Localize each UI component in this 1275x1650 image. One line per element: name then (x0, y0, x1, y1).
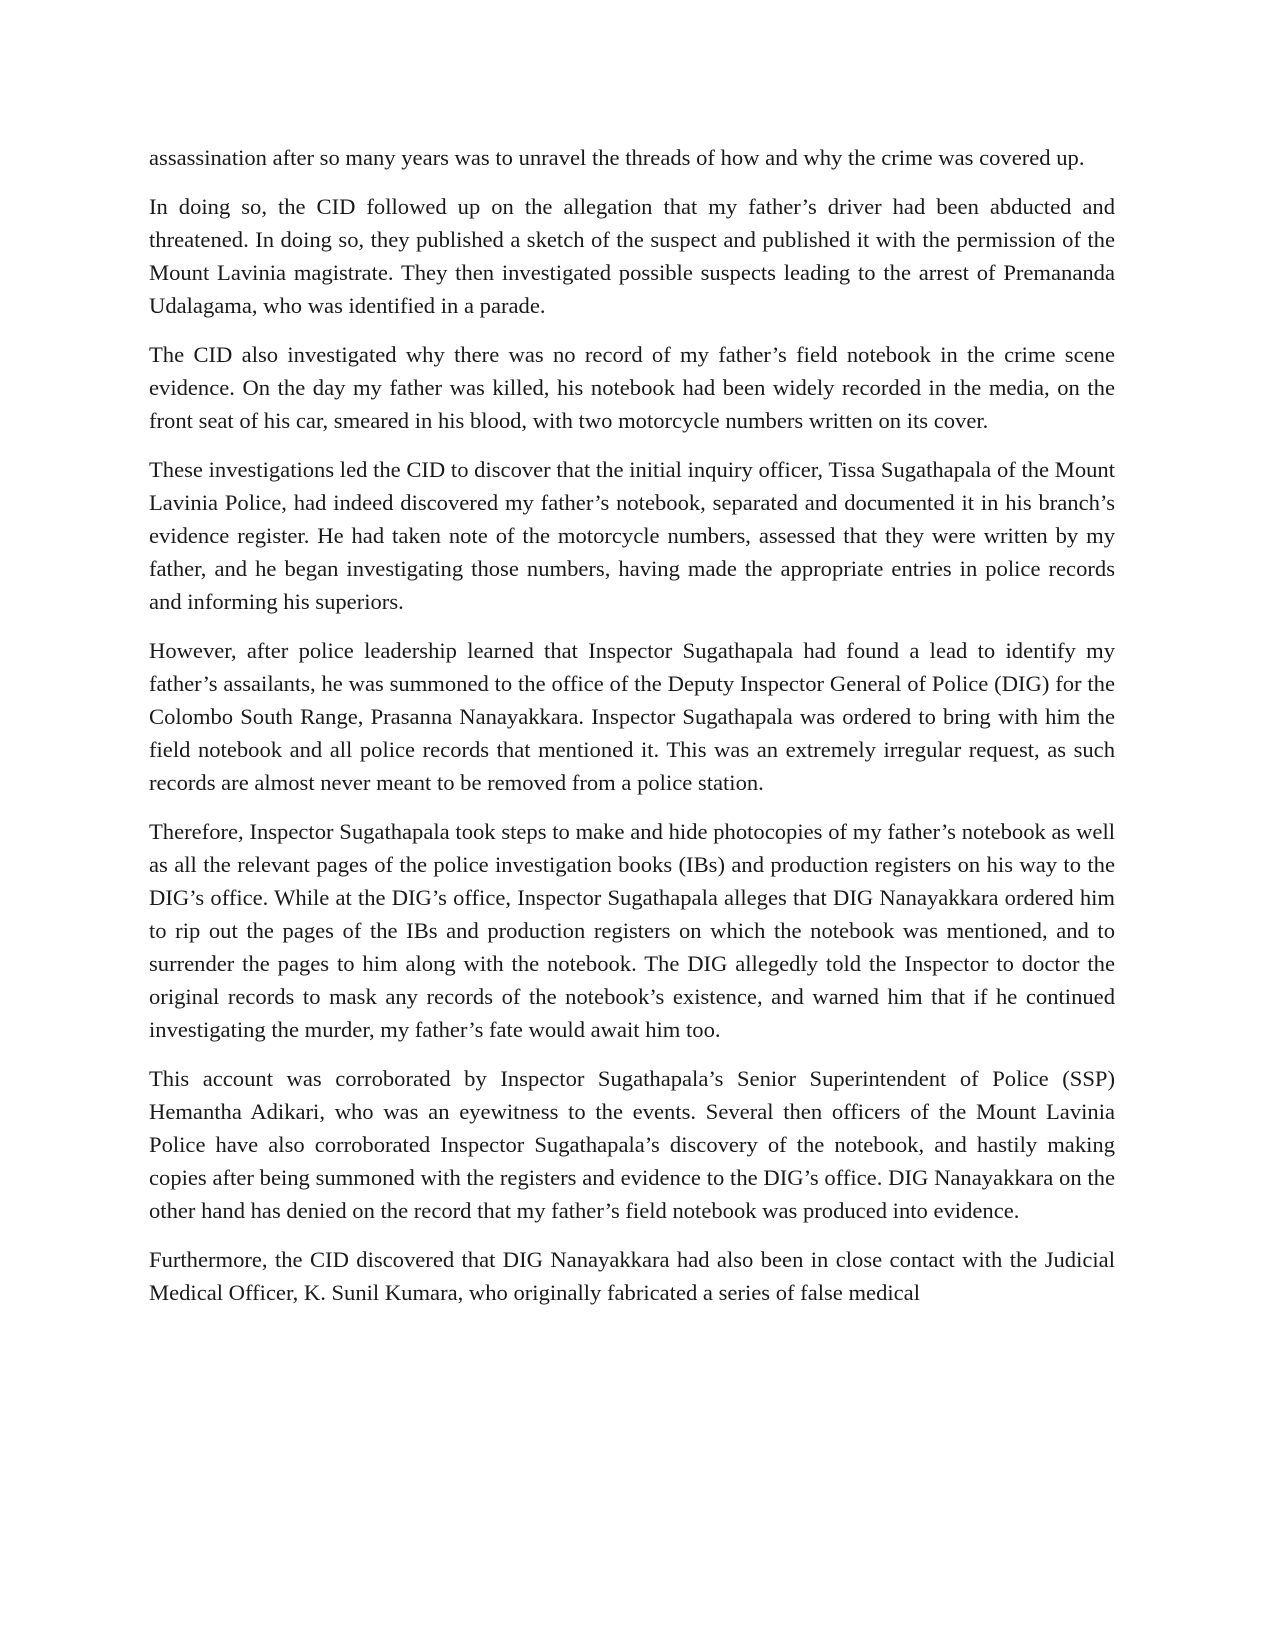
paragraph-3: The CID also investigated why there was no record of my father’s field notebook in the crime scene evidence. On the day my father was killed, his notebook had been widely recorded in the media, on the front seat of his car, smeared in his blood, with two motorcycle numbers written on its cover. (149, 342, 1115, 433)
paragraph-1: assassination after so many years was to unravel the threads of how and why the crime was covered up. (149, 145, 1085, 170)
paragraph-2: In doing so, the CID followed up on the allegation that my father’s driver had been abducted and threatened. In doing so, they published a sketch of the suspect and published it with the permission of the Mount Lavinia magistrate. They then investigated possible suspects leading to the arrest of Premananda Udalagama, who was identified in a parade. (149, 194, 1115, 318)
document-page (149, 141, 1115, 1325)
paragraph-5: However, after police leadership learned that Inspector Sugathapala had found a lead to identify my father’s assailants, he was summoned to the office of the Deputy Inspector General of Police (DIG) for the Colombo South Range, Prasanna Nanayakkara. Inspector Sugathapala was ordered to bring with him the field notebook and all police records that mentioned it. This was an extremely irregular request, as such records are almost never meant to be removed from a police station. (149, 638, 1115, 795)
paragraph-6: Therefore, Inspector Sugathapala took steps to make and hide photocopies of my father’s notebook as well as all the relevant pages of the police investigation books (IBs) and production registers on his way to the DIG’s office. While at the DIG’s office, Inspector Sugathapala alleges that DIG Nanayakkara ordered him to rip out the pages of the IBs and production registers on which the notebook was mentioned, and to surrender the pages to him along with the notebook. The DIG allegedly told the Inspector to doctor the original records to mask any records of the notebook’s existence, and warned him that if he continued investigating the murder, my father’s fate would await him too. (149, 819, 1115, 1042)
paragraph-7: This account was corroborated by Inspector Sugathapala’s Senior Superintendent of Police (SSP) Hemantha Adikari, who was an eyewitness to the events. Several then officers of the Mount Lavinia Police have also corroborated Inspector Sugathapala’s discovery of the notebook, and hastily making copies after being summoned with the registers and evidence to the DIG’s office. DIG Nanayakkara on the other hand has denied on the record that my father’s field notebook was produced into evidence. (149, 1066, 1115, 1223)
paragraph-4: These investigations led the CID to discover that the initial inquiry officer, Tissa Sugathapala of the Mount Lavinia Police, had indeed discovered my father’s notebook, separated and documented it in his branch’s evidence register. He had taken note of the motorcycle numbers, assessed that they were written by my father, and he began investigating those numbers, having made the appropriate entries in police records and informing his superiors. (149, 457, 1115, 614)
paragraph-8: Furthermore, the CID discovered that DIG Nanayakkara had also been in close contact with the Judicial Medical Officer, K. Sunil Kumara, who originally fabricated a series of false medical (149, 1247, 1115, 1305)
